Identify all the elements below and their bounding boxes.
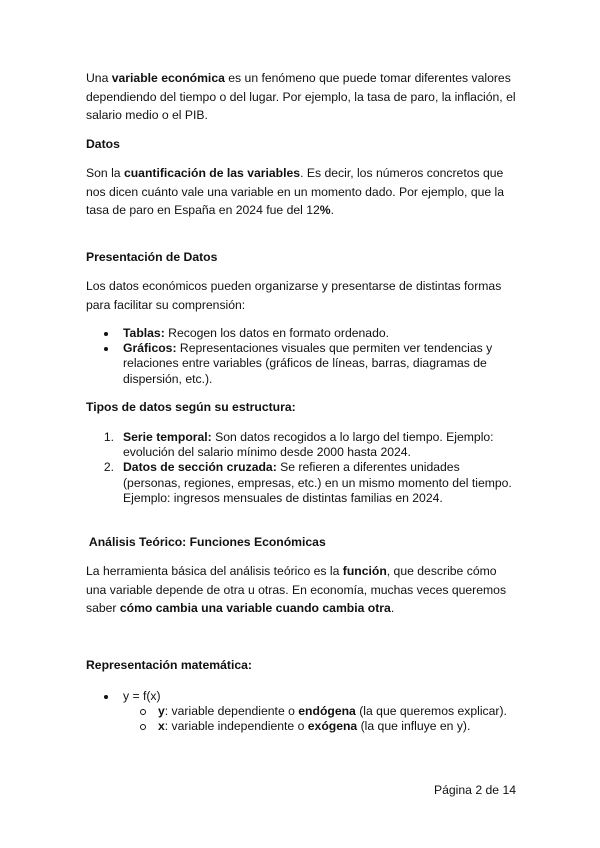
paragraph-variable-economica	[86, 69, 516, 125]
item-text: Se refieren a diferentes unidades (personas, regiones, empresas, etc.) en un mismo momento del tiempo. Ejemplo: ingresos mensuales de distintas familias en 2024.	[123, 460, 512, 505]
bold-percent: %	[319, 203, 331, 217]
page-number: Página 2 de 14	[434, 783, 516, 797]
item-text: Son datos recogidos a lo largo del tiempo. Ejemplo: evolución del salario mínimo desde 2000 hasta 2024.	[123, 430, 494, 460]
bold-term: cómo cambia una variable cuando cambia otra	[119, 601, 391, 615]
item-label: Datos de sección cruzada:	[123, 460, 277, 475]
text: La herramienta básica del análisis teórico es la	[86, 564, 343, 578]
text: : variable independiente o	[164, 719, 308, 734]
paragraph-funcion	[86, 562, 516, 618]
var-symbol: y	[158, 704, 165, 719]
text: Son la	[86, 166, 124, 180]
item-number: 2.	[103, 460, 114, 475]
bullet-list	[86, 326, 516, 387]
circle-bullet-icon	[140, 709, 146, 715]
item-text: Representaciones visuales que permiten ver tendencias y relaciones entre variables (gráficos de líneas, barras, diagramas de dispersión, etc.).	[123, 341, 493, 386]
paragraph-datos	[86, 164, 516, 220]
numbered-list	[86, 430, 516, 506]
item-label: Serie temporal:	[123, 430, 212, 444]
text: .	[390, 601, 395, 615]
heading-presentacion-datos: Presentación de Datos	[86, 250, 218, 264]
var-symbol: x	[158, 719, 165, 734]
text: .	[330, 203, 335, 217]
formula-list	[86, 689, 516, 735]
item-label: Gráficos:	[123, 341, 177, 356]
bold-term: endógena	[298, 704, 356, 719]
sub-list-item	[86, 719, 516, 734]
list-item	[86, 326, 516, 341]
list-item	[86, 460, 516, 506]
bold-term: exógena	[307, 719, 358, 734]
heading-datos: Datos	[86, 137, 120, 151]
list-item	[86, 430, 516, 460]
text: es un fenómeno que puede tomar diferentes valores dependiendo del tiempo o del lugar. Por ejemplo, la tasa de paro, la inflación, el salario medio o el PIB.	[86, 71, 516, 122]
circle-bullet-icon	[140, 724, 146, 730]
text: (la que queremos explicar).	[355, 704, 507, 719]
text: : variable dependiente o	[164, 704, 299, 719]
bold-term: función	[342, 564, 387, 578]
text: Una	[86, 71, 112, 85]
bold-term: cuantificación de las variables	[123, 166, 301, 180]
heading-tipos-datos: Tipos de datos según su estructura:	[86, 400, 296, 414]
list-item	[86, 689, 516, 704]
paragraph-presentacion: Los datos económicos pueden organizarse y presentarse de distintas formas para facilitar su comprensión:	[86, 279, 502, 312]
sub-list-item	[86, 704, 516, 719]
text: . Es decir, los números concretos que nos dicen cuánto vale una variable en un momento dado. Por ejemplo, que la tasa de paro en España en 2024 fue del 12	[86, 166, 505, 217]
item-number: 1.	[103, 430, 114, 444]
formula: y = f(x)	[123, 689, 161, 703]
heading-analisis-teorico: Análisis Teórico: Funciones Económicas	[86, 535, 326, 549]
bold-term: variable económica	[111, 71, 225, 85]
text: , que describe cómo una variable depende de otra u otras. En economía, muchas veces queremos saber	[86, 564, 507, 615]
item-label: Tablas:	[123, 326, 165, 340]
text: (la que influye en y).	[357, 719, 471, 734]
item-text: Recogen los datos en formato ordenado.	[164, 326, 390, 340]
heading-representacion: Representación matemática:	[86, 658, 252, 672]
list-item	[86, 341, 516, 387]
